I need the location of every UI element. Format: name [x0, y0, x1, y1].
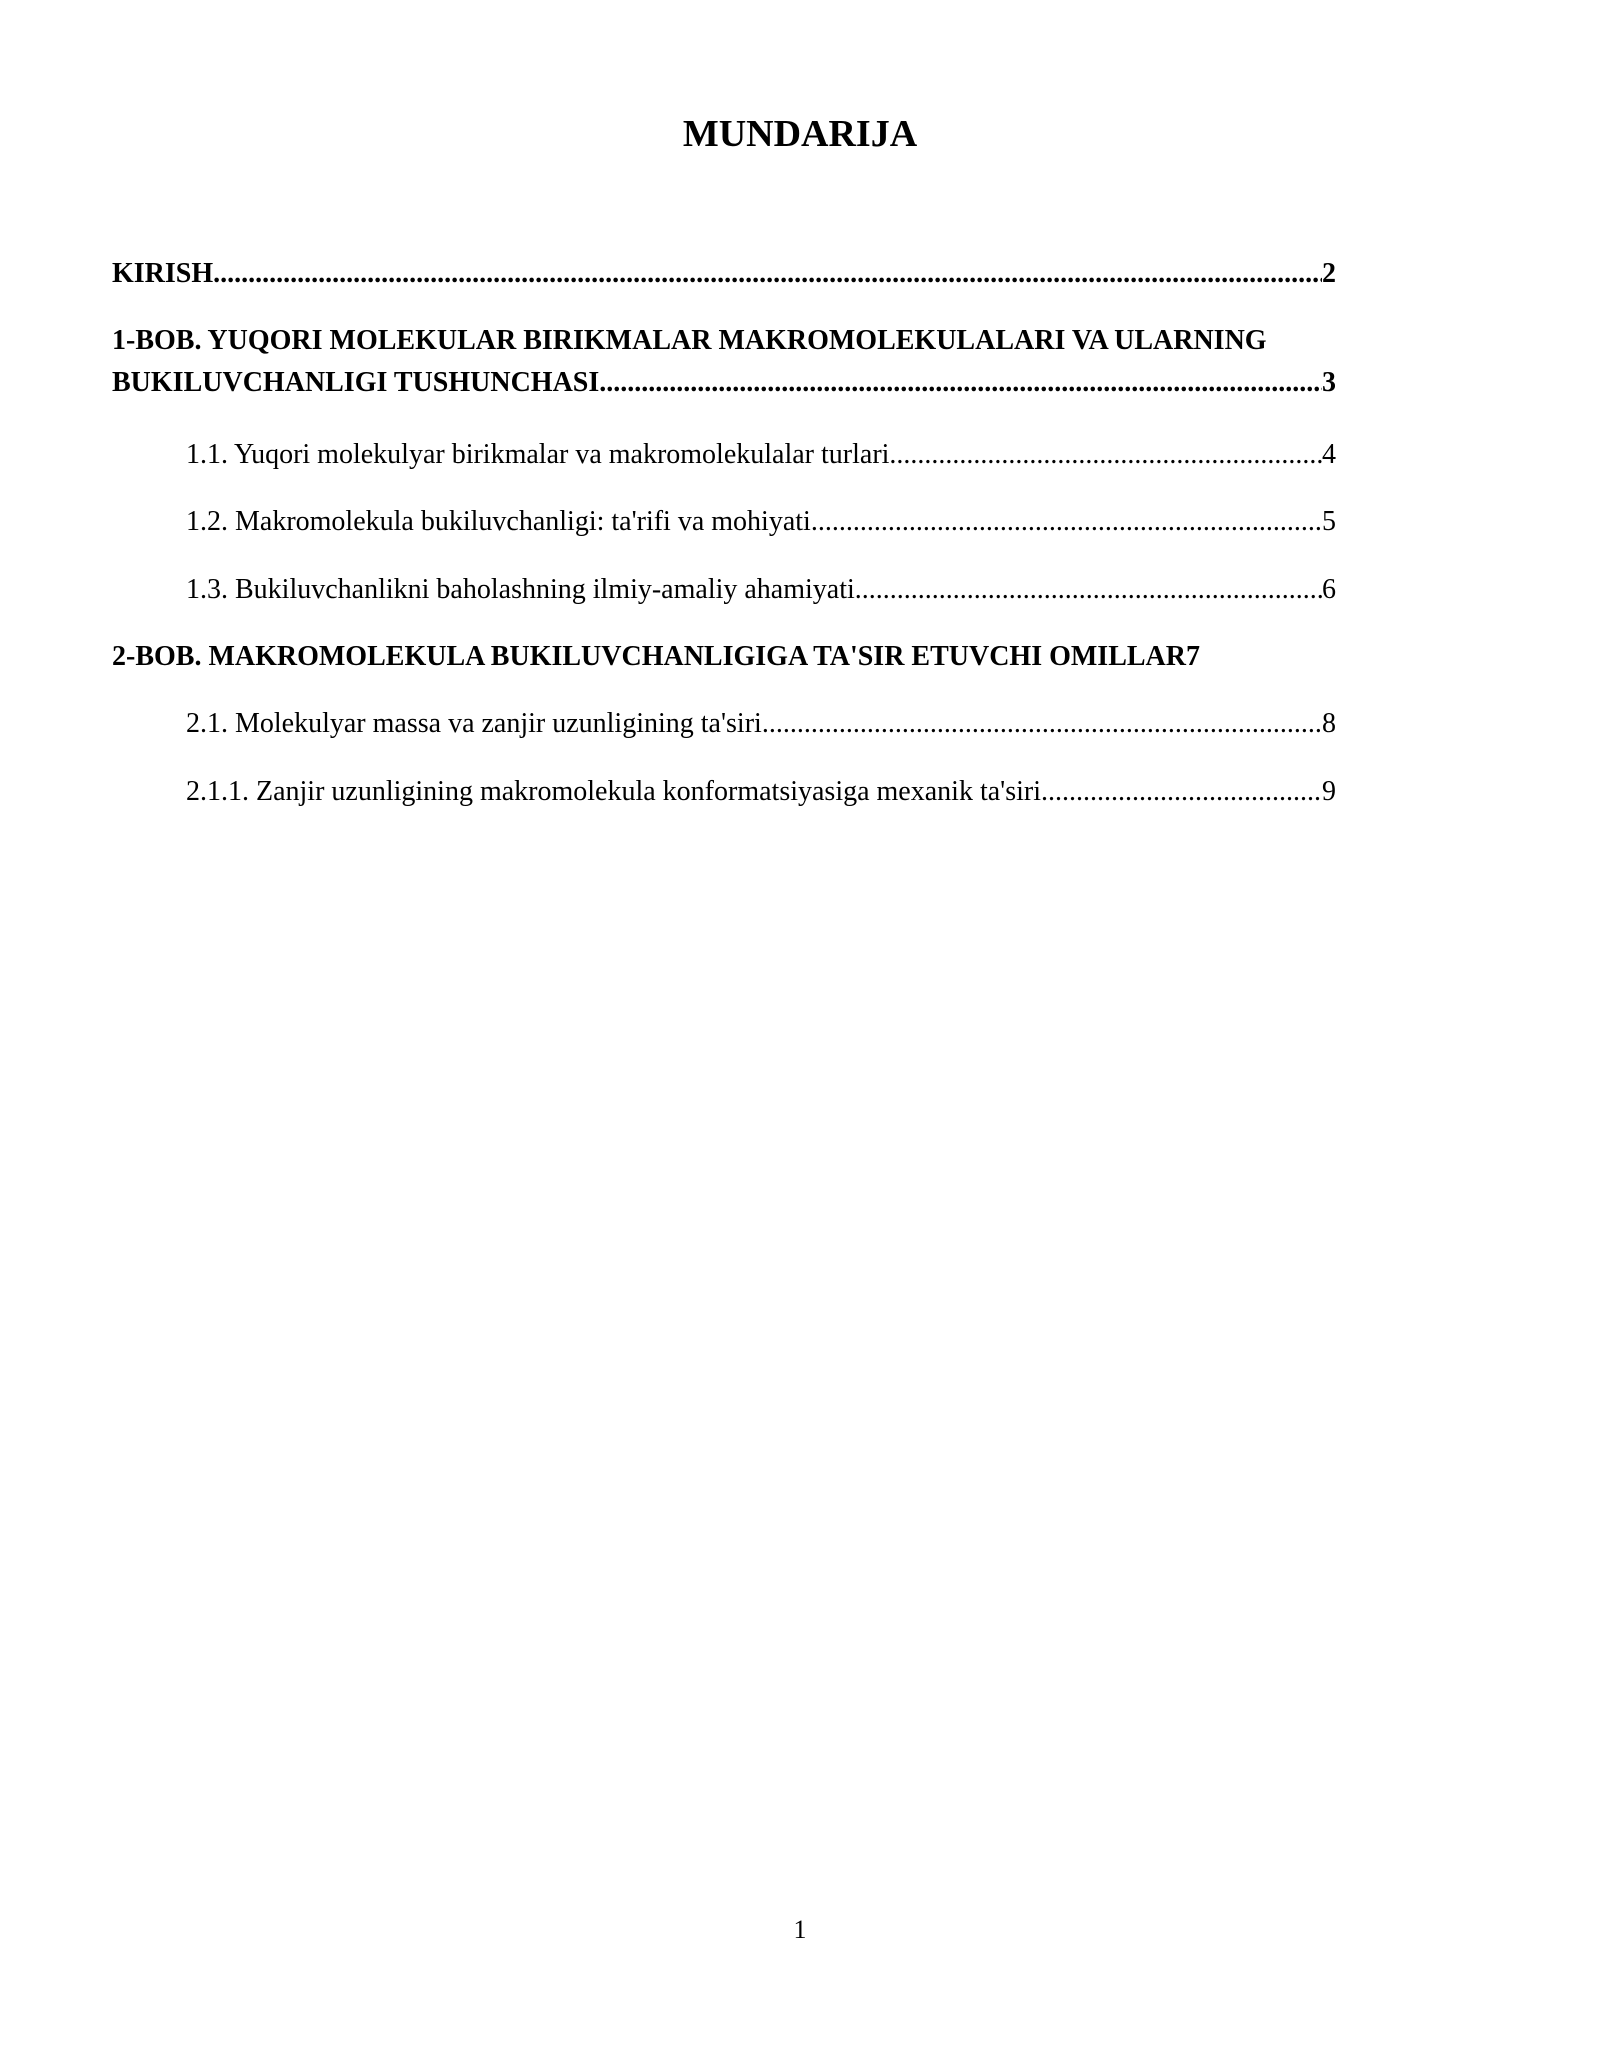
toc-entry-page: 4: [1322, 439, 1336, 470]
page-number: 1: [793, 1915, 807, 1944]
toc-entry-page: 3: [1322, 367, 1336, 398]
dot-leader: [213, 253, 1322, 295]
dot-leader: [811, 501, 1322, 543]
toc-entry-page: 9: [1322, 776, 1336, 807]
toc-entry-page: 2: [1322, 258, 1336, 289]
toc-entry-page: 6: [1322, 574, 1336, 605]
toc-entry-title: KIRISH: [112, 258, 214, 289]
dot-leader: [762, 703, 1322, 745]
toc-entry-title: 2.1. Molekulyar massa va zanjir uzunligining ta'siri: [186, 708, 762, 739]
toc-entry-chapter-1[interactable]: [112, 320, 1412, 404]
toc-entry-page: 7: [1186, 641, 1200, 672]
toc-entry-title: 1.2. Makromolekula bukiluvchanligi: ta'rifi va mohiyati: [186, 506, 811, 537]
dot-leader: [1041, 771, 1322, 813]
toc-entry-section-2-1[interactable]: [186, 703, 1336, 745]
page-title: MUNDARIJA: [682, 113, 918, 155]
toc-entry-section-2-1-1[interactable]: [186, 771, 1336, 813]
toc-entry-section-1-3[interactable]: [186, 569, 1336, 611]
toc-entry-title: 1-BOB. YUQORI MOLEKULAR BIRIKMALAR MAKROMOLEKULALARI VA ULARNING: [112, 325, 1267, 356]
dot-leader: [599, 362, 1322, 404]
toc-entry-page: 8: [1322, 708, 1336, 739]
toc-entry-kirish[interactable]: [112, 253, 1336, 295]
dot-leader: [889, 434, 1322, 476]
toc-entry-title: 1.3. Bukiluvchanlikni baholashning ilmiy-amaliy ahamiyati: [186, 574, 855, 605]
dot-leader: [855, 569, 1322, 611]
toc-entry-section-1-2[interactable]: [186, 501, 1336, 543]
toc-entry-chapter-2[interactable]: [112, 636, 1336, 678]
toc-entry-title-continued: BUKILUVCHANLIGI TUSHUNCHASI: [112, 367, 600, 398]
toc-entry-page: 5: [1322, 506, 1336, 537]
toc-entry-title: 2.1.1. Zanjir uzunligining makromolekula konformatsiyasiga mexanik ta'siri: [186, 776, 1041, 807]
toc-entry-title: 2-BOB. MAKROMOLEKULA BUKILUVCHANLIGIGA TA'SIR ETUVCHI OMILLAR: [112, 641, 1186, 672]
toc-entry-title: 1.1. Yuqori molekulyar birikmalar va makromolekulalar turlari: [186, 439, 890, 470]
toc-entry-section-1-1[interactable]: [186, 434, 1336, 476]
